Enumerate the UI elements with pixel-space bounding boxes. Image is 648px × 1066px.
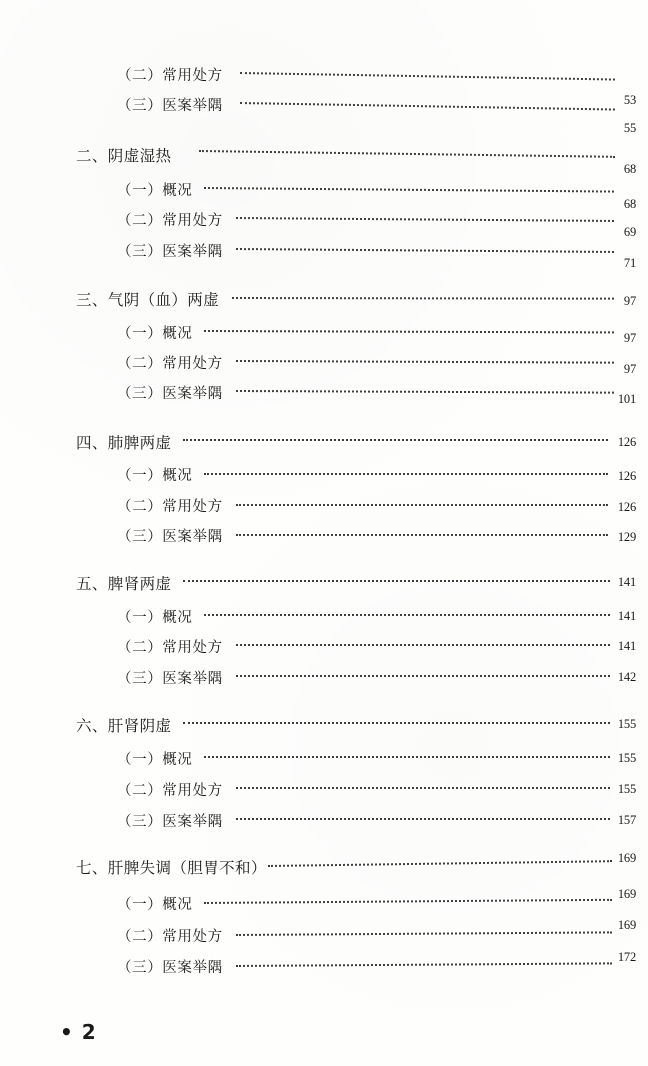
leader-dots	[236, 929, 612, 936]
toc-subitem-row	[0, 324, 648, 348]
toc-chapter-title: 五、脾肾两虚	[76, 575, 172, 593]
toc-page-number: 69	[623, 225, 636, 239]
leader-dots	[236, 532, 608, 536]
leader-dots	[240, 100, 615, 111]
toc-page-number: 71	[623, 256, 636, 270]
toc-page-number: 169	[617, 918, 636, 932]
toc-subitem-row	[0, 497, 648, 521]
leader-dots	[183, 720, 610, 724]
toc-page-number: 97	[623, 294, 636, 308]
toc-page-only-row	[0, 256, 648, 283]
toc-subitem-label: （一）概况	[117, 752, 193, 768]
toc-subitem-row	[0, 527, 648, 551]
toc-subitem-row	[0, 466, 648, 490]
leader-dots	[204, 185, 614, 193]
toc-subitem-label: （三）医案举隅	[117, 244, 223, 260]
toc-subitem-row	[0, 812, 648, 836]
toc-subitem-label: （一）概况	[117, 468, 193, 484]
toc-chapter-row	[0, 716, 648, 740]
leader-dots	[204, 612, 610, 616]
toc-chapter-title: 六、肝肾阴虚	[76, 717, 172, 735]
toc-subitem-label: （一）概况	[117, 897, 193, 913]
leader-dots	[204, 471, 608, 475]
toc-page-number: 126	[617, 435, 636, 449]
toc-subitem-label: （一）概况	[117, 610, 193, 626]
toc-chapter-row	[0, 433, 648, 457]
toc-page-only-row	[0, 121, 648, 148]
toc-page-number: 141	[617, 639, 636, 653]
toc-subitem-row	[0, 66, 648, 90]
toc-subitem-row	[0, 750, 648, 774]
toc-chapter-row	[0, 851, 648, 882]
toc-subitem-row	[0, 384, 648, 408]
toc-page-number: 142	[617, 670, 636, 684]
toc-page-number: 155	[617, 717, 636, 731]
leader-dots	[199, 148, 615, 158]
toc-page-number: 172	[617, 950, 636, 964]
toc-chapter-row	[0, 290, 648, 314]
toc-subitem-row	[0, 918, 648, 951]
toc-subitem-label: （三）医案举隅	[117, 671, 223, 687]
toc-subitem-row	[0, 354, 648, 378]
toc-page-number: 129	[617, 530, 636, 544]
toc-page-number: 169	[617, 851, 636, 865]
toc-subitem-label: （一）概况	[117, 183, 193, 199]
toc-subitem-label: （三）医案举隅	[117, 386, 223, 402]
leader-dots	[204, 897, 612, 904]
toc-page-number: 169	[617, 887, 636, 901]
leader-dots	[236, 785, 610, 789]
page-marker: • 2	[60, 1020, 97, 1044]
leader-dots	[183, 437, 608, 441]
toc-subitem-label: （二）常用处方	[117, 356, 223, 372]
toc-page-number: 157	[617, 813, 636, 827]
toc-subitem-row	[0, 608, 648, 632]
leader-dots	[236, 642, 610, 646]
toc-subitem-label: （二）常用处方	[117, 213, 223, 229]
leader-dots	[236, 960, 612, 967]
toc-page-number: 68	[623, 162, 636, 176]
leader-dots	[236, 673, 610, 677]
toc-page-number: 55	[623, 121, 636, 135]
toc-page-number: 155	[617, 782, 636, 796]
toc-chapter-title: 二、阴虚湿热	[76, 147, 172, 165]
toc-subitem-label: （二）常用处方	[117, 929, 223, 945]
leader-dots	[240, 70, 615, 81]
toc-subitem-row	[0, 93, 648, 120]
toc-chapter-title: 三、气阴（血）两虚	[76, 291, 220, 309]
toc-subitem-label: （三）医案举隅	[117, 529, 223, 545]
toc-page-number: 126	[617, 500, 636, 514]
leader-dots	[236, 358, 614, 364]
leader-dots	[204, 754, 610, 758]
toc-page-number: 141	[617, 609, 636, 623]
toc-page-number: 53	[623, 93, 636, 107]
leader-dots	[236, 246, 614, 253]
toc-page-number: 155	[617, 751, 636, 765]
leader-dots	[236, 502, 608, 506]
toc-subitem-row	[0, 781, 648, 805]
toc-page-number: 101	[617, 392, 636, 406]
toc-page-number: 97	[623, 331, 636, 345]
toc-page-number: 141	[617, 575, 636, 589]
leader-dots	[268, 858, 612, 867]
toc-subitem-label: （三）医案举隅	[117, 814, 223, 830]
toc-subitem-row	[0, 950, 648, 982]
leader-dots	[204, 328, 614, 333]
toc-chapter-title: 四、肺脾两虚	[76, 434, 172, 452]
toc-page-number: 97	[623, 362, 636, 376]
leader-dots	[183, 578, 610, 582]
toc-chapter-title: 七、肝脾失调（胆胃不和）	[76, 859, 267, 877]
toc-page-number: 68	[623, 197, 636, 211]
toc-page-number: 126	[617, 469, 636, 483]
leader-dots	[236, 816, 610, 820]
toc-subitem-label: （二）常用处方	[117, 499, 223, 515]
toc-subitem-row	[0, 887, 648, 919]
leader-dots	[236, 215, 614, 222]
leader-dots	[236, 388, 614, 394]
toc-chapter-row	[0, 574, 648, 598]
toc-subitem-row	[0, 669, 648, 693]
toc-subitem-label: （三）医案举隅	[117, 960, 223, 976]
toc-subitem-label: （二）常用处方	[117, 68, 223, 84]
toc-subitem-label: （二）常用处方	[117, 783, 223, 799]
toc-subitem-label: （三）医案举隅	[117, 98, 223, 114]
toc-subitem-label: （二）常用处方	[117, 640, 223, 656]
leader-dots	[232, 295, 614, 300]
toc-subitem-label: （一）概况	[117, 326, 193, 342]
toc-subitem-row	[0, 638, 648, 662]
